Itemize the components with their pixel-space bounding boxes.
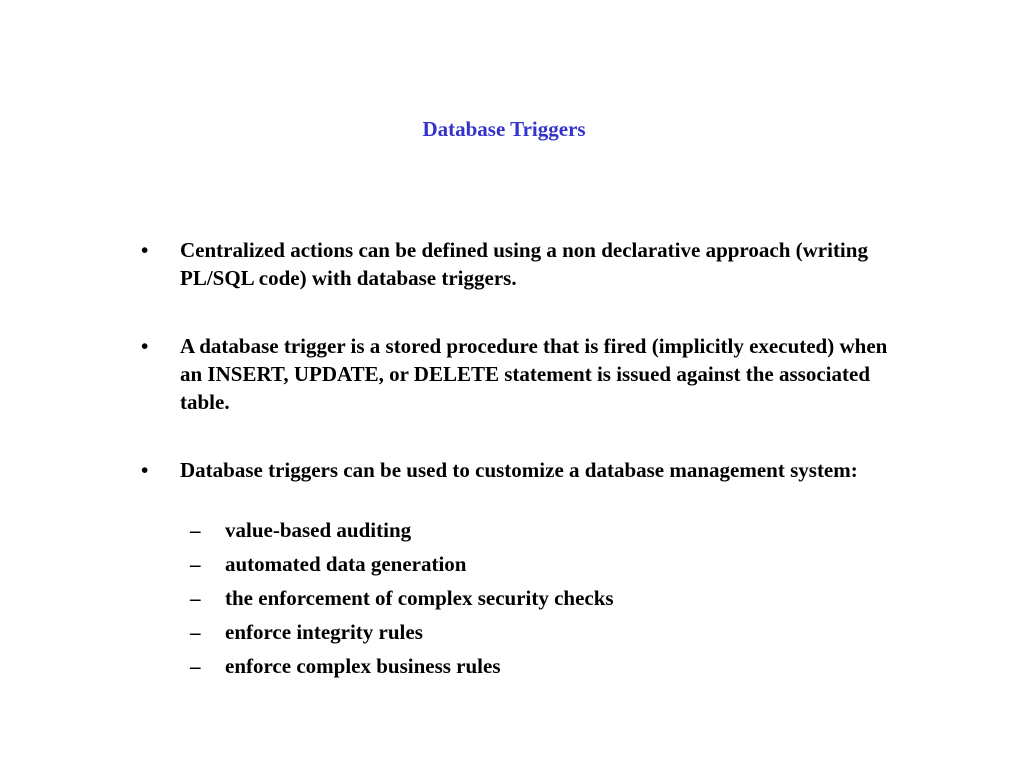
bullet-marker: • — [141, 334, 149, 358]
sub-bullet-text: enforce complex business rules — [225, 654, 501, 678]
sub-bullet-marker: – — [190, 518, 201, 542]
bullet-text: Centralized actions can be defined using a non declarative approach (writing PL/SQL code) with database triggers. — [180, 238, 868, 290]
sub-bullet-text: enforce integrity rules — [225, 620, 423, 644]
bullet-marker: • — [141, 458, 149, 482]
sub-bullet-marker: – — [190, 552, 201, 576]
sub-bullet-text: value-based auditing — [225, 518, 412, 542]
sub-bullet-text: the enforcement of complex security checks — [225, 586, 614, 610]
bullet-marker: • — [141, 238, 149, 262]
sub-bullet-text: automated data generation — [225, 552, 467, 576]
sub-bullet-marker: – — [190, 654, 201, 678]
sub-bullet-marker: – — [190, 620, 201, 644]
bullet-text: Database triggers can be used to customize a database management system: — [180, 458, 858, 482]
sub-bullet-marker: – — [190, 586, 201, 610]
slide-title: Database Triggers — [422, 117, 586, 141]
bullet-text: A database trigger is a stored procedure that is fired (implicitly executed) when an INSERT, UPDATE, or DELETE statement is issued against the associated table. — [180, 334, 888, 414]
